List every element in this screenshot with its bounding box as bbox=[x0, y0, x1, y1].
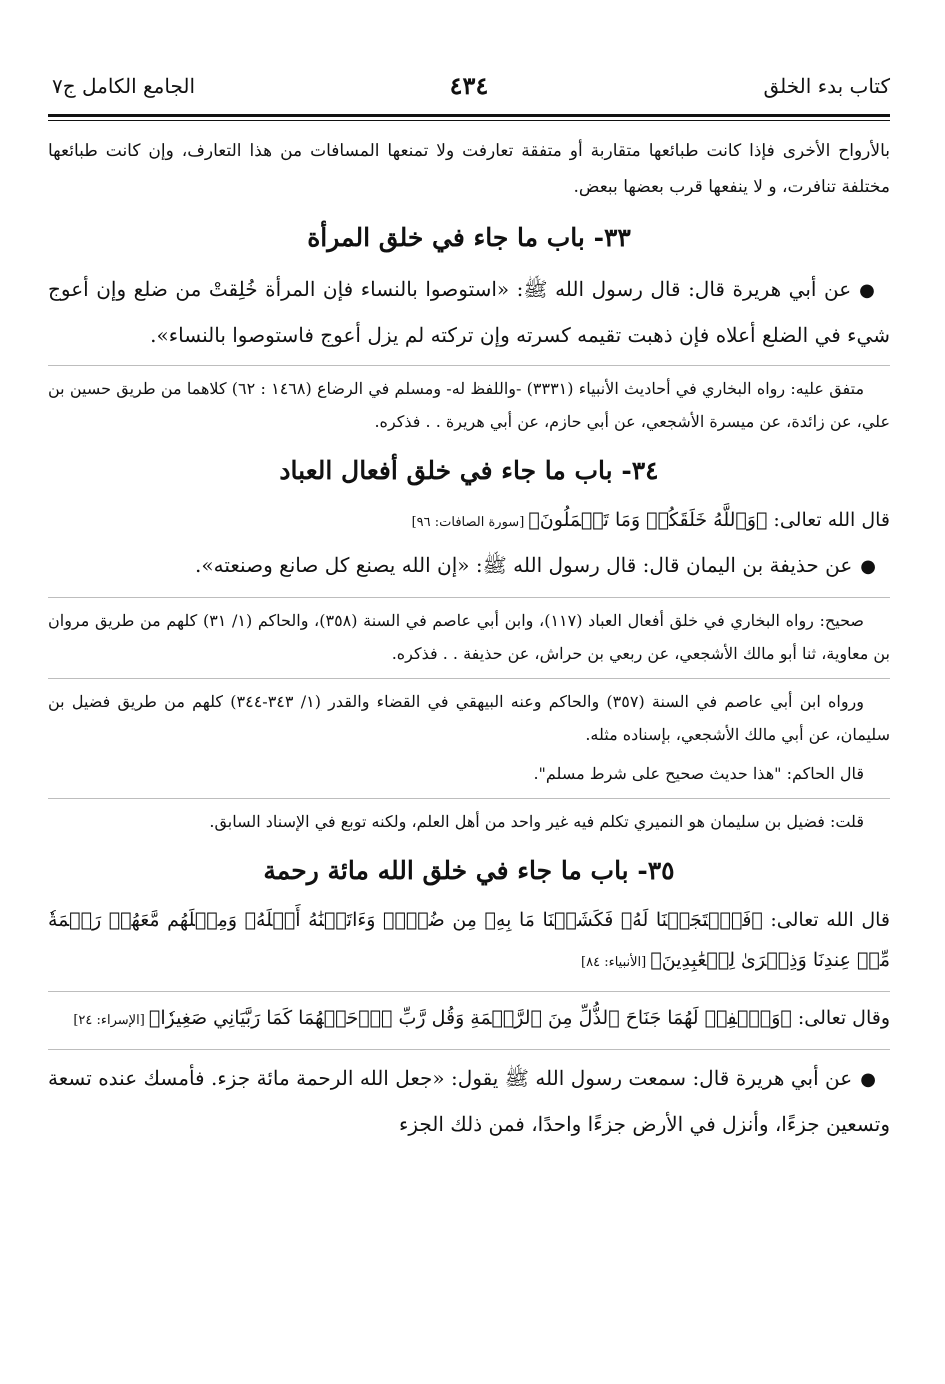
verse-intro-35-2: وقال تعالى: bbox=[791, 1007, 890, 1029]
divider bbox=[48, 1049, 890, 1050]
verse-text-34: ﴿وَٱللَّهُ خَلَقَكُمۡ وَمَا تَعۡمَلُونَ﴾ bbox=[528, 509, 768, 531]
takhrij-34-4: قلت: فضيل بن سليمان هو النميري تكلم فيه غير واحد من أهل العلم، ولكنه توبع في الإسناد السابق. bbox=[209, 812, 864, 831]
running-header bbox=[48, 64, 890, 108]
verse-ref-35-2: [الإسراء: ٢٤] bbox=[73, 1013, 149, 1028]
takhrij-34-1: صحيح: رواه البخاري في خلق أفعال العباد (١١٧)، وابن أبي عاصم في السنة (٣٥٨)، والحاكم (١/ ٣١) كلهم من طريق مروان بن معاوية، ثنا أبو مالك الأشجعي، عن ربعي بن حراش، عن حذيفة . . فذكره. bbox=[48, 611, 890, 663]
chapter-heading-33: ٣٣- باب ما جاء في خلق المرأة bbox=[307, 223, 631, 252]
verse-intro-34: قال الله تعالى: bbox=[767, 509, 890, 531]
verse-ref-35-1: [الأنبياء: ٨٤] bbox=[581, 955, 651, 970]
divider bbox=[48, 597, 890, 598]
bullet-icon: ● bbox=[859, 280, 876, 301]
takhrij-33: متفق عليه: رواه البخاري في أحاديث الأنبياء (٣٣٣١) -واللفظ له- ومسلم في الرضاع (١٤٦٨ : ٦٢) كلاهما من طريق حسين بن علي، عن زائدة، عن ميسرة الأشجعي، عن أبي حازم، عن أبي هريرة . . فذكره. bbox=[48, 379, 890, 431]
hadith-text-33: عن أبي هريرة قال: قال رسول الله ﷺ: «استوصوا بالنساء فإن المرأة خُلِقتْ من ضلع وإن أعوج شيء في الضلع أعلاه فإن ذهبت تقيمه كسرته وإن تركته لم يزل أعوج فاستوصوا بالنساء». bbox=[48, 277, 890, 347]
divider bbox=[48, 798, 890, 799]
hadith-35 bbox=[48, 1056, 890, 1146]
verse-35-2 bbox=[48, 998, 890, 1041]
verse-text-35-2: ﴿وَٱخۡفِضۡ لَهُمَا جَنَاحَ ٱلذُّلِّ مِنَ ٱلرَّحۡمَةِ وَقُل رَّبِّ ٱرۡحَمۡهُمَا كَمَا رَبَّيَانِي صَغِيرٗا﴾ bbox=[148, 1007, 792, 1029]
takhrij-34-3: قال الحاكم: "هذا حديث صحيح على شرط مسلم". bbox=[533, 764, 864, 783]
book-page bbox=[48, 64, 890, 1372]
hadith-33 bbox=[48, 267, 890, 357]
page-number: ٤٣٤ bbox=[449, 71, 489, 100]
divider bbox=[48, 678, 890, 679]
intro-paragraph: بالأرواح الأخرى فإذا كانت طبائعها متقاربة أو متفقة تعارفت ولا تمنعها المسافات من هذا التعارف، وإن كانت طبائعها مختلفة تنافرت، و لا ينفعها قرب بعضها ببعض. bbox=[48, 141, 891, 197]
takhrij-34-2: ورواه ابن أبي عاصم في السنة (٣٥٧) والحاكم وعنه البيهقي في القضاء والقدر (١/ ٣٤٣-٣٤٤) كلهم من طريق فضيل بن سليمان، عن أبي مالك الأشجعي، بإسناده مثله. bbox=[48, 692, 890, 744]
verse-ref-34: [سورة الصافات: ٩٦] bbox=[411, 515, 529, 530]
hadith-text-34: عن حذيفة بن اليمان قال: قال رسول الله ﷺ: «إن الله يصنع كل صانع وصنعته». bbox=[195, 553, 853, 577]
divider bbox=[48, 365, 890, 366]
verse-intro-35-1: قال الله تعالى: bbox=[762, 909, 890, 931]
volume-title: الجامع الكامل ج٧ bbox=[52, 74, 196, 98]
divider bbox=[48, 991, 890, 992]
bullet-icon: ● bbox=[860, 556, 876, 577]
bullet-icon: ● bbox=[860, 1069, 876, 1090]
hadith-text-35: عن أبي هريرة قال: سمعت رسول الله ﷺ يقول: «جعل الله الرحمة مائة جزء. فأمسك عنده تسعة وتسعين جزءًا، وأنزل في الأرض جزءًا واحدًا، فمن ذلك الجزء bbox=[48, 1066, 890, 1136]
book-title: كتاب بدء الخلق bbox=[763, 74, 890, 98]
header-rule-thick bbox=[48, 114, 890, 117]
verse-35-1 bbox=[48, 900, 890, 983]
header-rule-thin bbox=[48, 120, 890, 121]
chapter-heading-35: ٣٥- باب ما جاء في خلق الله مائة رحمة bbox=[263, 856, 675, 885]
hadith-34 bbox=[48, 543, 890, 589]
verse-34 bbox=[48, 500, 890, 543]
chapter-heading-34: ٣٤- باب ما جاء في خلق أفعال العباد bbox=[279, 456, 659, 485]
verse-text-35-1: ﴿فَٱسۡتَجَبۡنَا لَهُۥ فَكَشَفۡنَا مَا بِهِۦ مِن ضُرّٖۖ وَءَاتَيۡنَٰهُ أَهۡلَهُۥ وَمِثۡلَهُم مَّعَهُمۡ رَحۡمَةٗ مِّنۡ عِندِنَا وَذِكۡرَىٰ لِلۡعَٰبِدِينَ﴾ bbox=[48, 909, 890, 971]
